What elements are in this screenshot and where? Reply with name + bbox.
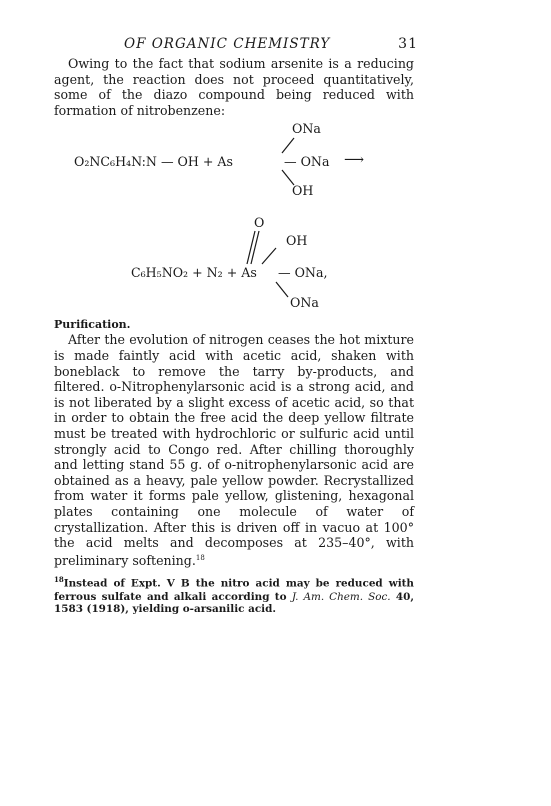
reaction2-oxygen: O [254, 215, 265, 231]
book-page [54, 36, 418, 616]
reaction2-left-side: C₆H₅NO₂ + N₂ + As [131, 265, 257, 281]
reaction1-right-group: — ONa [284, 154, 330, 170]
reaction1-left-side: O₂NC₆H₄N:N — OH + As [74, 154, 233, 170]
running-head [54, 36, 418, 56]
reaction-arrow: ⟶ [344, 152, 365, 169]
footnote-text-end: 40, 1583 (1918), yielding o-arsanilic acid. [54, 590, 414, 616]
section-heading: Purification. [54, 318, 131, 332]
page-number: 31 [398, 36, 418, 52]
footnote-reference: 18 [195, 553, 205, 562]
intro-paragraph: Owing to the fact that sodium arsenite is a reducing agent, the reaction does not proceed quantitatively, some of the diazo compound being reduced with formation of nitrobenzene: [54, 56, 414, 118]
reaction1-upper-bond [278, 136, 298, 156]
reaction2-bottom-group: ONa [290, 295, 319, 311]
reaction2-upper-bond [258, 246, 278, 266]
running-head-title: OF ORGANIC CHEMISTRY [124, 36, 331, 52]
reaction2-right-group: — ONa, [278, 265, 328, 281]
reaction2-lower-bond [272, 280, 292, 300]
footnote-marker: 18 [54, 575, 64, 585]
reaction-equation-2 [54, 196, 414, 311]
reaction2-upper-group: OH [286, 233, 308, 249]
footnote-text: Instead of Expt. V B the nitro acid may be reduced with ferrous sulfate and alkali according to [54, 577, 414, 603]
reaction1-bottom-group: OH [292, 183, 314, 199]
purification-text: After the evolution of nitrogen ceases the hot mixture is made faintly acid with acetic acid, shaken with boneblack to remove the tarry by-products, and filtered. o-Nitrophenylarsonic acid is a strong acid, and is not liberated by a slight excess of acetic acid, so that in order to obtain the free acid the deep yellow filtrate must be treated with hydrochloric or sulfuric acid until strongly acid to Congo red. After chilling thoroughly and letting stand 55 g. of o-nitrophenylarsonic acid are obtained as a heavy, pale yellow powder. Recrystallized from water it forms pale yellow, glistening, hexagonal plates containing one molecule of water of crystallization. After this is driven off in vacuo at 100° the acid melts and decomposes at 235–40°, with preliminary softening. [54, 332, 414, 568]
reaction-equation-1 [54, 118, 414, 199]
reaction1-top-group: ONa [292, 121, 321, 137]
footnote-journal: J. Am. Chem. Soc. [291, 590, 391, 603]
purification-paragraph [54, 332, 414, 568]
footnote [54, 574, 414, 615]
